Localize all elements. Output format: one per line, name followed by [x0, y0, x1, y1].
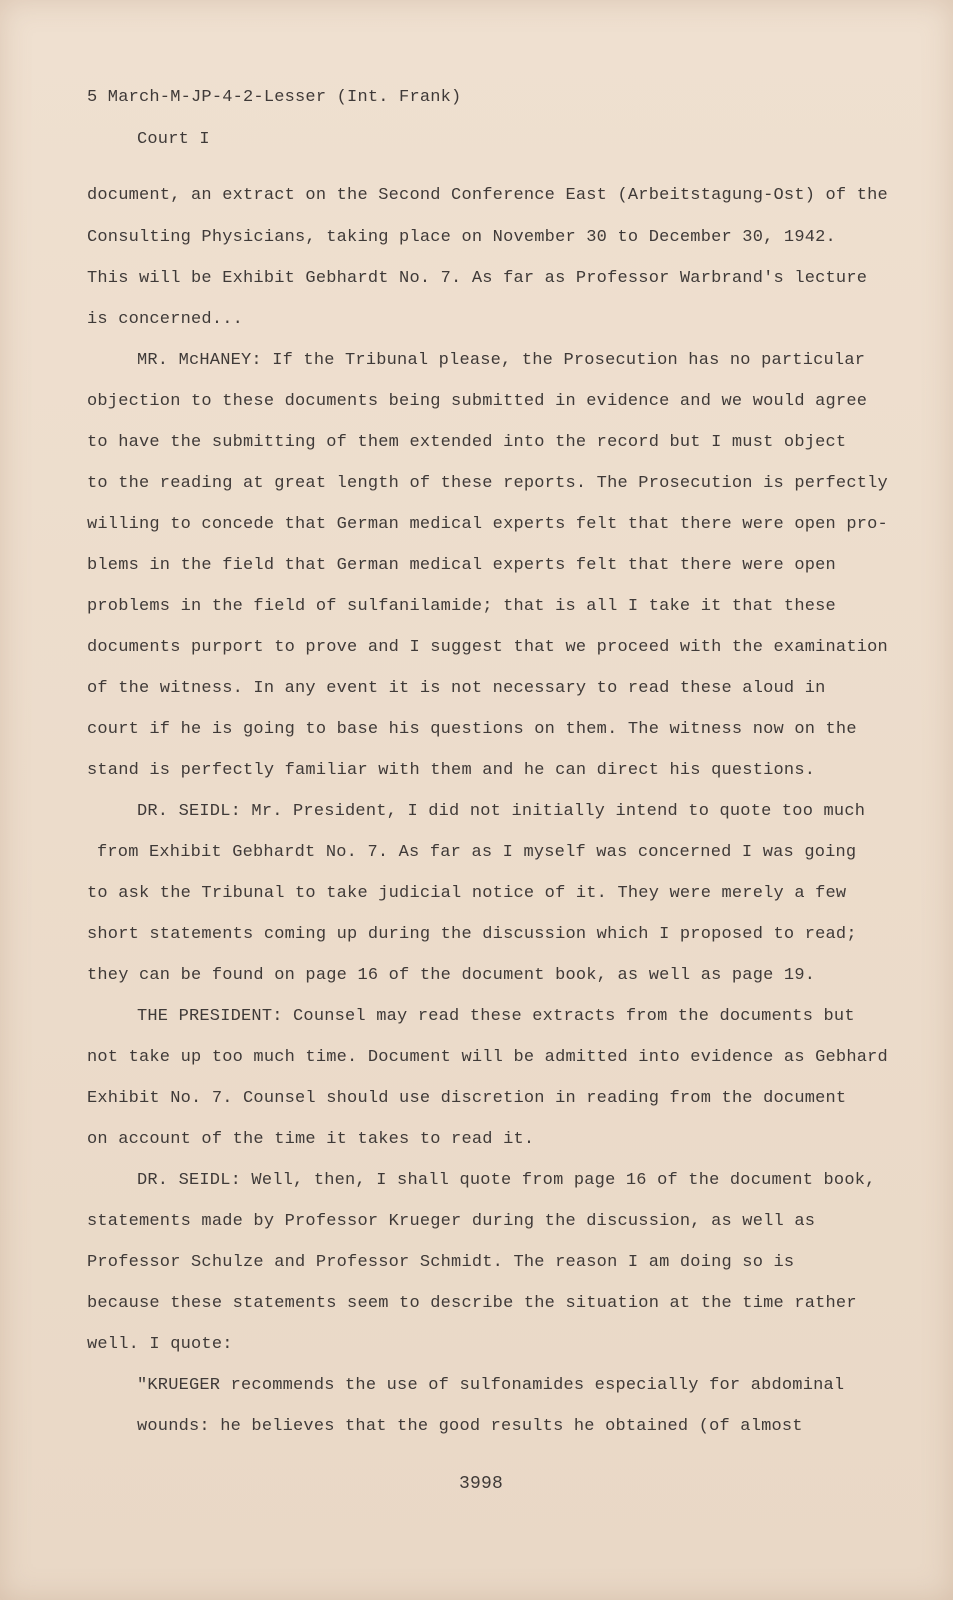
- text-line: Exhibit No. 7. Counsel should use discretion in reading from the document: [87, 1089, 847, 1108]
- text-line: Consulting Physicians, taking place on November 30 to December 30, 1942.: [87, 228, 836, 247]
- text-line: THE PRESIDENT: Counsel may read these extracts from the documents but: [137, 1007, 855, 1026]
- text-line: objection to these documents being submitted in evidence and we would agree: [87, 392, 868, 411]
- text-line: is concerned...: [87, 310, 244, 329]
- text-line: blems in the field that German medical experts felt that there were open: [87, 556, 836, 575]
- text-line: documents purport to prove and I suggest that we proceed with the examination: [87, 638, 888, 657]
- text-line: to the reading at great length of these reports. The Prosecution is perfectly: [87, 474, 888, 493]
- text-line: wounds: he believes that the good results he obtained (of almost: [137, 1417, 803, 1436]
- text-line: willing to concede that German medical experts felt that there were open pro-: [87, 515, 888, 534]
- text-line: because these statements seem to describe the situation at the time rather: [87, 1294, 857, 1313]
- text-line: This will be Exhibit Gebhardt No. 7. As far as Professor Warbrand's lecture: [87, 269, 868, 288]
- text-line: stand is perfectly familiar with them and he can direct his questions.: [87, 761, 816, 780]
- text-line: of the witness. In any event it is not necessary to read these aloud in: [87, 679, 826, 698]
- text-line: from Exhibit Gebhardt No. 7. As far as I myself was concerned I was going: [97, 843, 857, 862]
- text-line: not take up too much time. Document will be admitted into evidence as Gebhard: [87, 1048, 888, 1067]
- text-line: to ask the Tribunal to take judicial notice of it. They were merely a few: [87, 884, 847, 903]
- text-line: Professor Schulze and Professor Schmidt. The reason I am doing so is: [87, 1253, 795, 1272]
- text-line: to have the submitting of them extended into the record but I must object: [87, 433, 847, 452]
- text-line: MR. McHANEY: If the Tribunal please, the Prosecution has no particular: [137, 351, 866, 370]
- text-line: statements made by Professor Krueger during the discussion, as well as: [87, 1212, 816, 1231]
- court-label: Court I: [137, 130, 210, 149]
- text-line: they can be found on page 16 of the document book, as well as page 19.: [87, 966, 816, 985]
- text-line: problems in the field of sulfanilamide; that is all I take it that these: [87, 597, 836, 616]
- text-line: short statements coming up during the discussion which I proposed to read;: [87, 925, 857, 944]
- page-number: 3998: [459, 1474, 504, 1494]
- text-line: document, an extract on the Second Conference East (Arbeitstagung-Ost) of the: [87, 186, 888, 205]
- text-line: well. I quote:: [87, 1335, 233, 1354]
- text-line: court if he is going to base his questions on them. The witness now on the: [87, 720, 857, 739]
- text-line: on account of the time it takes to read it.: [87, 1130, 535, 1149]
- text-line: DR. SEIDL: Well, then, I shall quote from page 16 of the document book,: [137, 1171, 876, 1190]
- text-line: DR. SEIDL: Mr. President, I did not initially intend to quote too much: [137, 802, 866, 821]
- page-header-reference: 5 March-M-JP-4-2-Lesser (Int. Frank): [87, 88, 462, 107]
- text-line: "KRUEGER recommends the use of sulfonamides especially for abdominal: [137, 1376, 845, 1395]
